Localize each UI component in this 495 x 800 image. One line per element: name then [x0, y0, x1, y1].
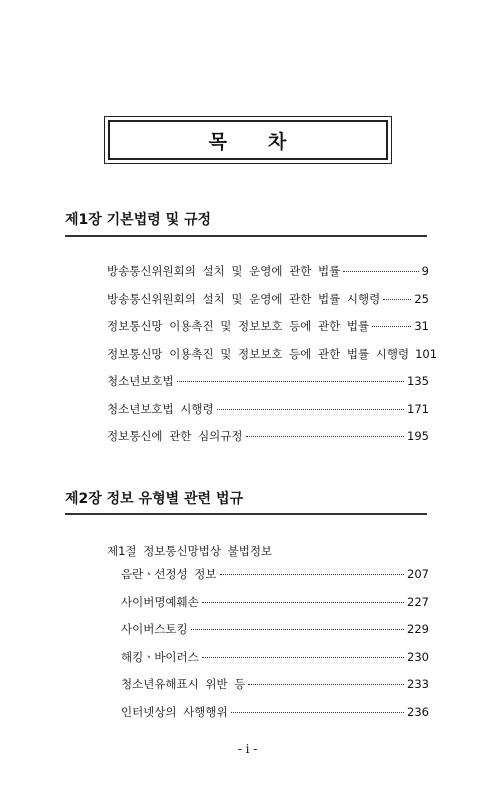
toc-entry[interactable] — [107, 263, 429, 291]
page-number: - i - — [237, 742, 258, 756]
toc-entry-title: 청소년보호법 — [107, 374, 174, 388]
toc-entry-page: 227 — [407, 594, 429, 609]
toc-leader-dots — [248, 684, 404, 685]
toc-heading-char-1: 목 — [208, 130, 228, 153]
toc-entry[interactable] — [107, 401, 429, 429]
toc-entry-page: 207 — [407, 567, 429, 581]
toc-entry-page: 9 — [421, 264, 429, 278]
toc-entry[interactable] — [107, 346, 438, 374]
toc-entry-page: 230 — [407, 649, 429, 664]
toc-leader-dots — [383, 299, 411, 300]
toc-entry-page: 171 — [407, 401, 429, 416]
toc-entry-title: 정보통신망 이용촉진 및 정보보호 등에 관한 법률 — [107, 319, 370, 333]
toc-entry[interactable] — [121, 566, 429, 594]
toc-entry-page: 135 — [407, 374, 429, 388]
toc-entry-title: 사이버명예훼손 — [121, 594, 199, 609]
toc-entry-page: 229 — [407, 622, 429, 636]
chapter-1-toc-list — [107, 263, 438, 456]
toc-leader-dots — [343, 271, 418, 272]
toc-entry-page: 195 — [407, 429, 429, 443]
toc-entry[interactable] — [107, 428, 429, 456]
toc-entry-title: 청소년보호법 시행령 — [107, 401, 214, 416]
toc-entry-title: 정보통신망 이용촉진 및 정보보호 등에 관한 법률 시행령 — [107, 346, 410, 361]
toc-entry-page: 233 — [407, 677, 429, 691]
toc-entry-title: 방송통신위원회의 설치 및 운영에 관한 법률 시행령 — [107, 291, 381, 306]
toc-leader-dots — [372, 326, 411, 327]
chapter-2-title: 제2장 정보 유형별 관련 법규 — [65, 491, 244, 507]
toc-leader-dots — [177, 381, 404, 382]
toc-leader-dots — [220, 574, 405, 575]
toc-entry[interactable] — [121, 621, 429, 649]
toc-entry-title: 해킹ㆍ바이러스 — [121, 649, 199, 664]
toc-entry[interactable] — [107, 318, 429, 346]
chapter-1-title: 제1장 기본법령 및 규정 — [65, 212, 212, 228]
toc-leader-dots — [231, 712, 404, 713]
toc-entry[interactable] — [121, 649, 429, 677]
toc-entry[interactable] — [121, 594, 429, 622]
toc-entry[interactable] — [121, 676, 429, 704]
toc-entry-title: 청소년유해표시 위반 등 — [121, 677, 246, 691]
toc-entry-page: 101 — [415, 346, 438, 361]
chapter-2-toc-list — [121, 566, 429, 731]
toc-heading-char-2: 차 — [268, 130, 288, 153]
toc-leader-dots — [202, 657, 404, 658]
chapter-2-rule — [65, 513, 427, 515]
toc-heading-box — [104, 116, 392, 164]
toc-entry-page: 31 — [414, 319, 429, 333]
toc-entry-title: 음란ㆍ선정성 정보 — [121, 567, 217, 581]
toc-entry[interactable] — [121, 704, 429, 732]
toc-entry-title: 인터넷상의 사행행위 — [121, 704, 228, 719]
toc-entry-page: 25 — [414, 291, 429, 306]
toc-entry-title: 방송통신위원회의 설치 및 운영에 관한 법률 — [107, 264, 341, 278]
toc-entry-title: 정보통신에 관한 심의규정 — [107, 429, 243, 443]
toc-entry[interactable] — [107, 291, 429, 319]
toc-leader-dots — [217, 409, 404, 410]
toc-entry-page: 236 — [407, 704, 429, 719]
section-title: 제1절 정보통신망법상 불법정보 — [107, 544, 273, 558]
toc-entry-title: 사이버스토킹 — [121, 622, 188, 636]
toc-entry[interactable] — [107, 373, 429, 401]
toc-leader-dots — [246, 436, 405, 437]
chapter-1-rule — [65, 235, 427, 237]
toc-leader-dots — [202, 602, 404, 603]
toc-heading-inner-border — [108, 120, 388, 160]
toc-leader-dots — [191, 629, 404, 630]
